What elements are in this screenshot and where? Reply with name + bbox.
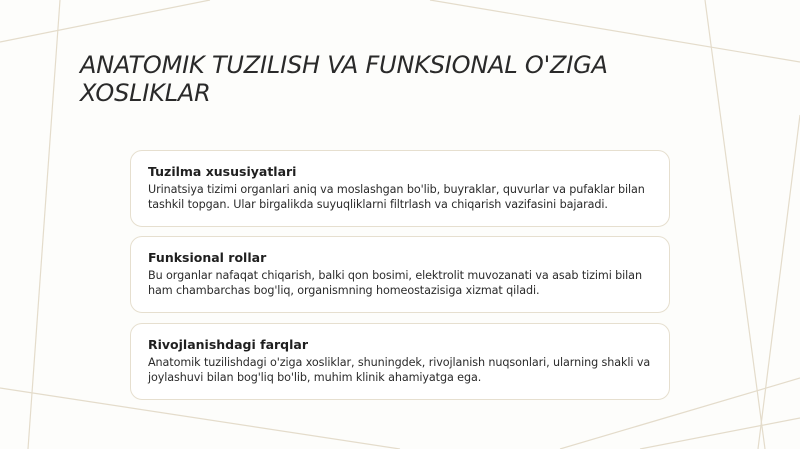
card-structure	[130, 150, 670, 227]
card-heading: Tuzilma xususiyatlari	[148, 164, 297, 179]
card-heading: Funksional rollar	[148, 250, 267, 265]
deco-line-left-vertical	[28, 0, 60, 449]
page-title: ANATOMIK TUZILISH VA FUNKSIONAL O'ZIGA XOSLIKLAR	[80, 51, 608, 107]
deco-line-bottom-corner	[640, 418, 800, 449]
card-text: Anatomik tuzilishdagi o'ziga xosliklar, shuningdek, rivojlanish nuqsonlari, ularning shakli va joylashuvi bilan bog'liq bo'lib, muhim klinik ahamiyatga ega.	[148, 356, 651, 384]
deco-line-top-left	[0, 0, 210, 42]
deco-line-right-vertical-b	[758, 115, 800, 449]
card-text: Bu organlar nafaqat chiqarish, balki qon bosimi, elektrolit muvozanati va asab tizimi bilan ham chambarchas bog'liq, organismning homeostazisiga xizmat qiladi.	[148, 269, 642, 297]
card-functional-roles	[130, 236, 670, 313]
card-text: Urinatsiya tizimi organlari aniq va moslashgan bo'lib, buyraklar, quvurlar va pufaklar bilan tashkil topgan. Ular birgalikda suyuqliklarni filtrlash va chiqarish vazifasini bajaradi.	[148, 183, 645, 211]
deco-line-right-vertical-a	[705, 0, 765, 449]
card-developmental-differences	[130, 323, 670, 400]
card-heading: Rivojlanishdagi farqlar	[148, 337, 309, 352]
